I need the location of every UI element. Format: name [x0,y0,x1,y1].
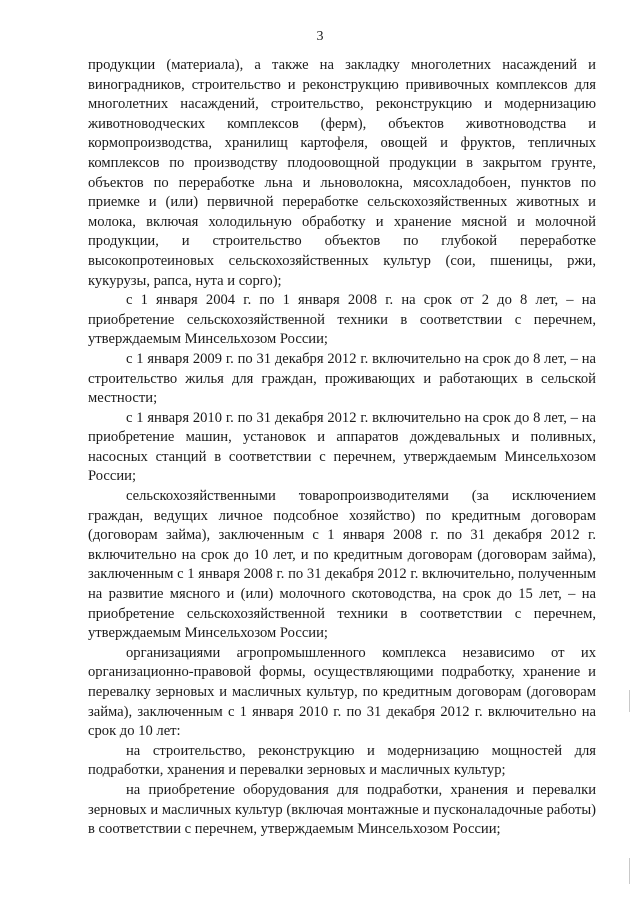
paragraph-2004-2008-machinery: с 1 января 2004 г. по 1 января 2008 г. на срок от 2 до 8 лет, – на приобретение сельскохозяйственной техники в соответствии с перечнем, утверждаемым Минсельхозом России; [88,292,596,348]
page-number: 3 [316,29,324,44]
paragraph-agroindustrial-organizations: организациями агропромышленного комплекса независимо от их организационно-правовой формы, осуществляющими подработку, хранение и перевалку зерновых и масличных культур, по кредитным договорам (договорам займа), заключенным с 1 января 2010 г. по 31 декабря 2012 г. включительно на срок до 10 лет: [88,644,596,740]
paragraph-agricultural-producers: сельскохозяйственными товаропроизводителями (за исключением граждан, ведущих личное подсобное хозяйство) по кредитным договорам (договорам займа), заключенным с 1 января 2008 г. по 31 декабря 2012 г. включительно на срок до 10 лет, и по кредитным договорам (договорам займа), заключенным с 1 января 2008 г. по 31 декабря 2012 г. включительно, полученным на развитие мясного и (или) молочного скотоводства, на срок до 15 лет, – на приобретение сельскохозяйственной техники в соответствии с перечнем, утверждаемым Минсельхозом России; [88,488,596,642]
document-body [88,56,596,840]
paragraph-grain-capacity-construction: на строительство, реконструкцию и модернизацию мощностей для подработки, хранения и перевалки зерновых и масличных культур; [88,742,596,779]
paragraph-continuation: продукции (материала), а также на закладку многолетних насаждений и виноградников, строительство и реконструкцию прививочных комплексов для многолетних насаждений, строительство, реконструкцию и модернизацию животноводческих комплексов (ферм), объектов животноводства и кормопроизводства, хранилищ картофеля, овощей и фруктов, тепличных комплексов по производству плодоовощной продукции в закрытом грунте, объектов по переработке льна и льноволокна, мясохладобоен, пунктов по приемке и (или) первичной переработке сельскохозяйственных животных и молока, включая холодильную обработку и хранение мясной и молочной продукции, и строительство объектов по глубокой переработке высокопротеиновых сельскохозяйственных культур (сои, пшеницы, ржи, кукурузы, рапса, нута и сорго); [88,57,596,289]
paragraph-2009-2012-housing: с 1 января 2009 г. по 31 декабря 2012 г. включительно на срок до 8 лет, – на строительство жилья для граждан, проживающих и работающих в сельской местности; [88,350,596,407]
scan-artifact-line [629,858,630,884]
paragraph-grain-equipment-purchase: на приобретение оборудования для подработки, хранения и перевалки зерновых и масличных культур (включая монтажные и пусконаладочные работы) в соответствии с перечнем, утверждаемым Минсельхозом России; [88,781,596,838]
paragraph-2010-2012-irrigation: с 1 января 2010 г. по 31 декабря 2012 г. включительно на срок до 8 лет, – на приобретение машин, установок и аппаратов дождевальных и поливных, насосных станций в соответствии с перечнем, утверждаемым Минсельхозом России; [88,409,596,485]
scan-artifact-line [629,690,630,712]
